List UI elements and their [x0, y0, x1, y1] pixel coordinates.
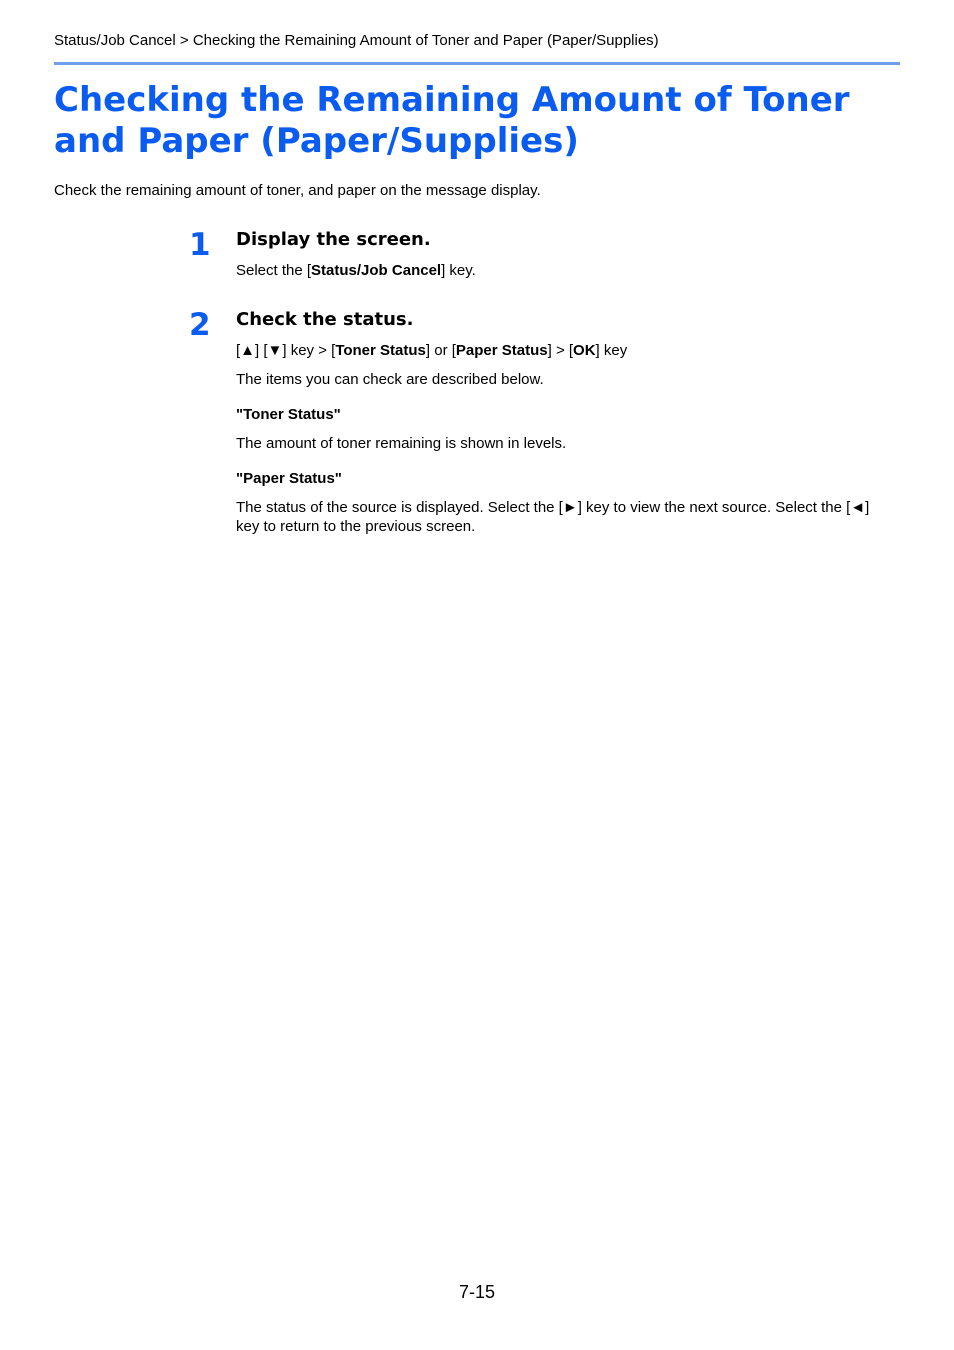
paper-status-text: The status of the source is displayed. Select the [►] key to view the next source. Select the [◄] key to return to the previous screen.: [236, 499, 870, 535]
step-2-heading: Check the status.: [236, 309, 414, 330]
header-divider: [54, 62, 900, 65]
step-1-instruction-suffix: ] key.: [441, 262, 476, 279]
step-2-instruction-part3: ] > [: [547, 342, 574, 359]
step-2-description: The items you can check are described below.: [236, 371, 544, 388]
step-2-instruction-part2: ] or [: [425, 342, 456, 359]
step-2-number: 2: [189, 307, 211, 343]
step-2-instruction-part1: [▲] [▼] key > [: [236, 342, 336, 359]
step-1-instruction: [236, 261, 476, 280]
page-title: Checking the Remaining Amount of Toner and Paper (Paper/Supplies): [54, 80, 850, 161]
breadcrumb: Status/Job Cancel > Checking the Remaining Amount of Toner and Paper (Paper/Supplies): [54, 32, 659, 49]
step-1-number: 1: [189, 227, 211, 263]
page-number: 7-15: [458, 1282, 496, 1302]
toner-status-heading: "Toner Status": [236, 406, 341, 423]
paper-status-key: Paper Status: [455, 342, 548, 359]
ok-key: OK: [573, 342, 596, 359]
toner-status-key: Toner Status: [335, 342, 426, 359]
paper-status-heading: "Paper Status": [236, 470, 342, 487]
step-1-instruction-prefix: Select the [: [236, 262, 312, 279]
step-2-instruction: [236, 341, 627, 360]
intro-text: Check the remaining amount of toner, and paper on the message display.: [54, 182, 541, 199]
toner-status-text: The amount of toner remaining is shown in levels.: [236, 435, 567, 452]
step-1-heading: Display the screen.: [236, 229, 431, 250]
status-job-cancel-key: Status/Job Cancel: [311, 262, 442, 279]
step-2-instruction-part4: ] key: [595, 342, 628, 359]
